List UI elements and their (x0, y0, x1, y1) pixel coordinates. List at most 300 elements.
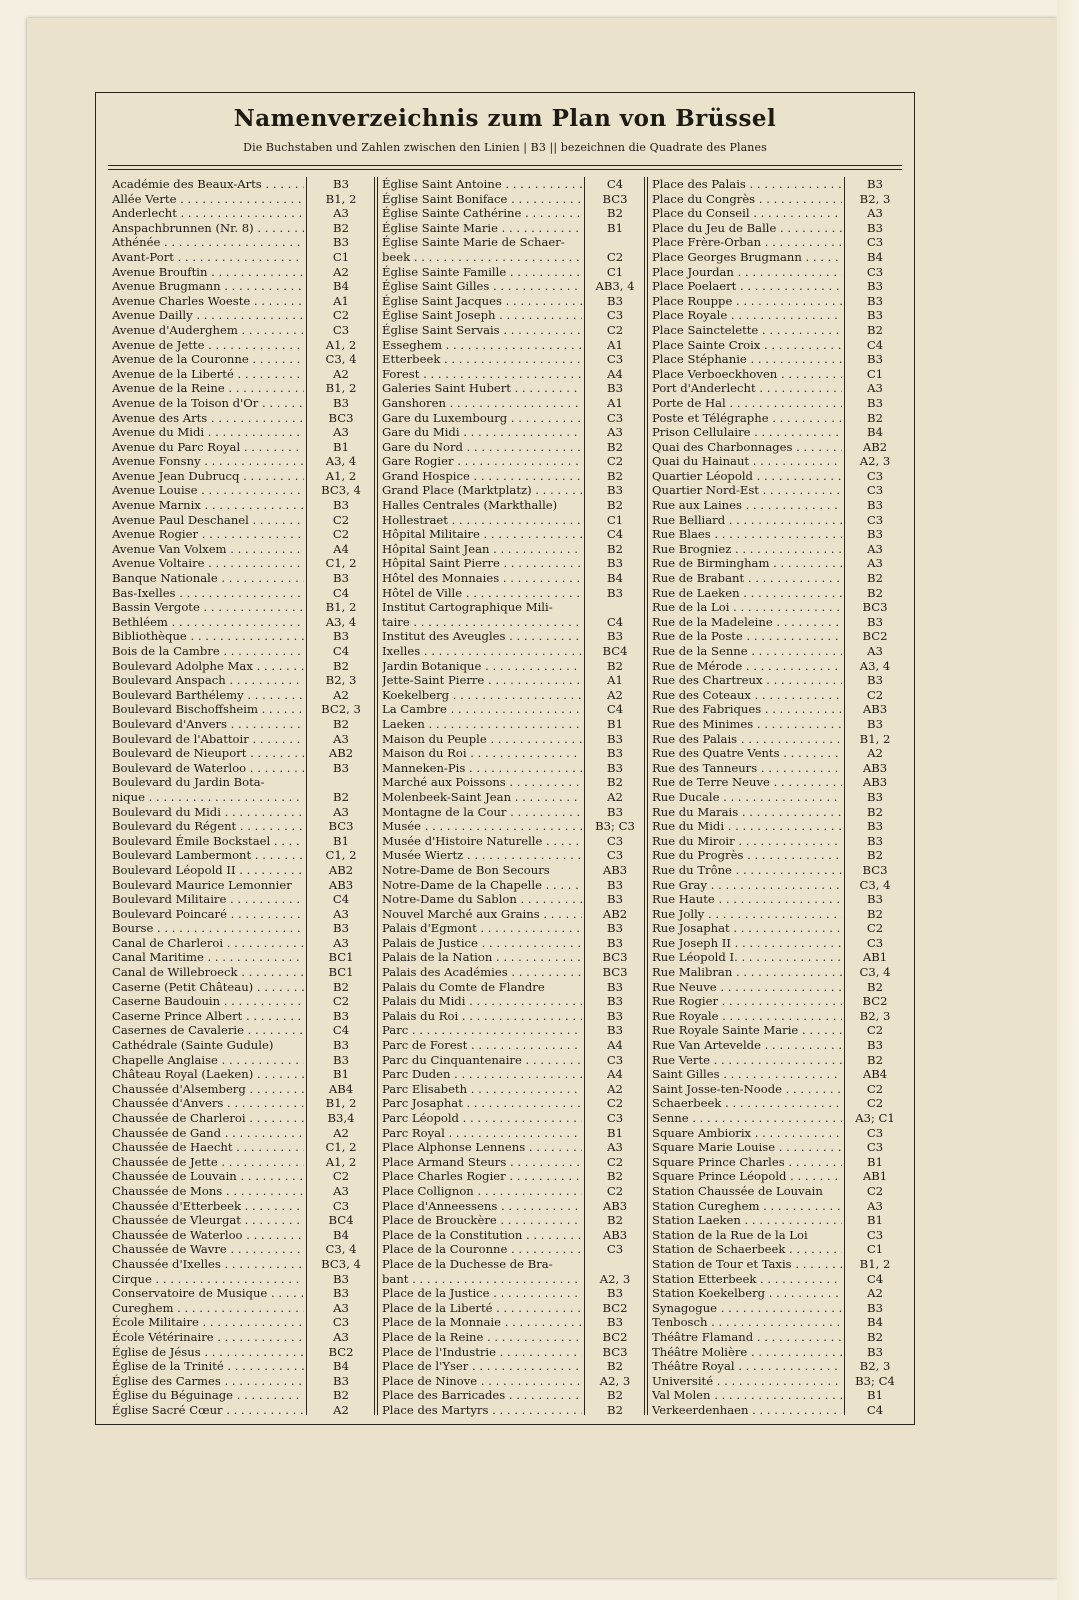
index-entry (378, 1155, 644, 1170)
index-entry (108, 469, 376, 484)
index-entry (648, 1359, 904, 1374)
grid-reference: A3 (333, 935, 349, 950)
grid-reference: AB3 (602, 1198, 628, 1213)
entry-name: Avenue de la Reine . . . (112, 381, 304, 396)
entry-name: Place de la Constitution . . . (382, 1228, 582, 1243)
index-entry (378, 1228, 644, 1243)
index-entry (108, 250, 376, 265)
grid-reference: A3 (867, 381, 883, 396)
entry-name: Hollestraet . . . (382, 513, 582, 528)
index-entry (108, 1242, 376, 1257)
index-entry (378, 586, 644, 601)
entry-name: Canal de Charleroi . . . (112, 936, 304, 951)
header-rule (108, 169, 902, 170)
index-entry (648, 659, 904, 674)
entry-name: Église Sacré Cœur . . . (112, 1403, 304, 1418)
index-entry (648, 1257, 904, 1272)
entry-name: Musée d'Histoire Naturelle . . . (382, 834, 582, 849)
grid-reference: B2 (867, 1329, 883, 1344)
index-entry (648, 1111, 904, 1126)
index-entry (648, 746, 904, 761)
index-entry (378, 994, 644, 1009)
entry-name: Station de Tour et Taxis . . . (652, 1257, 842, 1272)
entry-name: Chaussée de Jette . . . (112, 1155, 304, 1170)
grid-reference: C2 (332, 512, 350, 527)
entry-name: Porte de Hal . . . (652, 396, 842, 411)
grid-reference: BC3 (602, 191, 628, 206)
entry-name: Église Saint Antoine . . . (382, 177, 582, 192)
entry-name: Parc Léopold . . . (382, 1111, 582, 1126)
entry-name: Quartier Nord-Est . . . (652, 483, 842, 498)
index-entry (378, 352, 644, 367)
grid-reference: C3 (606, 1052, 624, 1067)
grid-reference: C3 (866, 235, 884, 250)
grid-reference: C4 (606, 614, 624, 629)
index-entry (648, 411, 904, 426)
index-entry (378, 1199, 644, 1214)
index-entry (108, 1111, 376, 1126)
entry-name: Parc Josaphat . . . (382, 1096, 582, 1111)
grid-reference: B3 (333, 395, 349, 410)
entry-name: Hôtel des Monnaies . . . (382, 571, 582, 586)
grid-reference: A1 (333, 293, 349, 308)
index-entry (378, 454, 644, 469)
grid-reference: B3 (333, 921, 349, 936)
entry-name: Etterbeek . . . (382, 352, 582, 367)
entry-name: Rue du Miroir . . . (652, 834, 842, 849)
entry-name: Place de Ninove . . . (382, 1374, 582, 1389)
grid-reference: A2 (333, 366, 349, 381)
index-entry (648, 688, 904, 703)
entry-name: Saint Gilles . . . (652, 1067, 842, 1082)
grid-reference: A2 (333, 1125, 349, 1140)
grid-reference: C2 (332, 994, 350, 1009)
index-entry (378, 425, 644, 440)
entry-name: Place de la Couronne . . . (382, 1242, 582, 1257)
grid-reference: C4 (332, 644, 350, 658)
entry-name: Rue du Progrès . . . (652, 848, 842, 863)
index-entry (108, 688, 376, 703)
index-entry (648, 1330, 904, 1345)
grid-reference: A2 (607, 789, 623, 804)
index-entry (378, 235, 644, 250)
index-entry (378, 483, 644, 498)
index-entry (648, 1140, 904, 1155)
index-entry (378, 629, 644, 644)
index-entry (378, 775, 644, 790)
entry-name: Boulevard Léopold II . . . (112, 863, 304, 878)
grid-reference: B3 (867, 498, 883, 513)
grid-reference: A4 (607, 1067, 623, 1082)
index-entry (108, 381, 376, 396)
index-entry (378, 965, 644, 980)
grid-reference: AB3 (862, 760, 888, 775)
grid-reference: B2 (867, 979, 883, 994)
grid-reference: C3, 4 (325, 352, 357, 367)
grid-reference: B3 (867, 833, 883, 848)
grid-reference: C2 (606, 1096, 624, 1111)
grid-reference: A2, 3 (599, 1271, 631, 1286)
index-entry (108, 834, 376, 849)
grid-reference: B3 (607, 731, 623, 746)
index-entry (648, 848, 904, 863)
grid-reference: C3 (606, 352, 624, 367)
index-entry (648, 250, 904, 265)
index-entry (378, 1009, 644, 1024)
grid-reference: C1 (606, 512, 624, 527)
index-entry (108, 1053, 376, 1068)
index-entry (648, 1053, 904, 1068)
grid-reference: B2 (607, 1213, 623, 1228)
entry-name: Rue des Palais . . . (652, 732, 842, 747)
grid-reference: BC3 (602, 965, 628, 980)
entry-name: Bibliothèque . . . (112, 629, 304, 644)
index-entry (108, 513, 376, 528)
index-entry (108, 863, 376, 878)
entry-name: Académie des Beaux-Arts . . . (112, 177, 304, 192)
entry-name: Place de l'Yser . . . (382, 1359, 582, 1374)
grid-reference: B1, 2 (325, 191, 357, 206)
index-entry (108, 527, 376, 542)
index-entry (648, 1272, 904, 1287)
grid-reference: B2 (607, 1388, 623, 1403)
grid-reference: C1, 2 (325, 556, 357, 571)
entry-name: Jardin Botanique . . . (382, 659, 582, 674)
grid-reference: B1, 2 (859, 731, 891, 746)
entry-name: Koekelberg . . . (382, 688, 582, 703)
grid-reference: C4 (606, 177, 624, 191)
index-column-2 (378, 177, 644, 1415)
grid-reference: A3 (333, 206, 349, 221)
index-entry (648, 352, 904, 367)
grid-reference: B2 (867, 1052, 883, 1067)
grid-reference: A3 (333, 731, 349, 746)
grid-reference: B3 (867, 352, 883, 367)
grid-reference: C1 (866, 1242, 884, 1257)
entry-name: Rue de Laeken . . . (652, 586, 842, 601)
index-entry (108, 1388, 376, 1403)
grid-reference: B3; C3 (595, 819, 635, 834)
grid-reference: C3 (866, 468, 884, 483)
index-entry (108, 1096, 376, 1111)
entry-name: Église Saint Servais . . . (382, 323, 582, 338)
entry-name: Bas-Ixelles . . . (112, 586, 304, 601)
entry-name: Cureghem . . . (112, 1301, 304, 1316)
grid-reference: B3 (607, 994, 623, 1009)
grid-reference: B3 (607, 556, 623, 571)
entry-name: Palais du Roi . . . (382, 1009, 582, 1024)
entry-name: Caserne Prince Albert . . . (112, 1009, 304, 1024)
index-column-3 (648, 177, 904, 1415)
index-entry (378, 878, 644, 893)
entry-name: Rue du Midi . . . (652, 819, 842, 834)
grid-reference: B2 (607, 439, 623, 454)
index-entry (378, 338, 644, 353)
index-entry (378, 761, 644, 776)
grid-reference: C1, 2 (325, 848, 357, 863)
entry-name: Avenue Marnix . . . (112, 498, 304, 513)
grid-reference: C1, 2 (325, 1140, 357, 1155)
entry-name: Boulevard Adolphe Max . . . (112, 659, 304, 674)
entry-name: Église Sainte Marie de Schaer- (382, 235, 565, 250)
index-entry (108, 761, 376, 776)
entry-name: Maison du Roi . . . (382, 746, 582, 761)
grid-reference: B3 (867, 819, 883, 834)
grid-reference: AB3 (862, 702, 888, 717)
grid-reference: B1, 2 (325, 1096, 357, 1111)
grid-reference: B2 (607, 541, 623, 556)
grid-reference: BC2 (328, 1344, 354, 1359)
grid-reference: B3 (867, 177, 883, 191)
index-entry (378, 863, 644, 878)
index-entry (378, 1403, 644, 1418)
entry-name: Place Royale . . . (652, 308, 842, 323)
index-entry (378, 513, 644, 528)
index-entry (378, 892, 644, 907)
index-entry (648, 1169, 904, 1184)
index-entry (648, 1009, 904, 1024)
grid-reference: C3, 4 (325, 1242, 357, 1257)
index-entry (378, 659, 644, 674)
index-entry (108, 1228, 376, 1243)
grid-reference: B3 (333, 629, 349, 644)
index-entry (648, 1038, 904, 1053)
grid-reference: AB2 (328, 746, 354, 761)
entry-name: Boulevard d'Anvers . . . (112, 717, 304, 732)
index-entry (378, 1038, 644, 1053)
grid-reference: B4 (867, 1315, 883, 1330)
index-entry (648, 527, 904, 542)
entry-name: Palais du Midi . . . (382, 994, 582, 1009)
grid-reference: C3 (606, 1242, 624, 1257)
entry-name: Église Sainte Marie . . . (382, 221, 582, 236)
index-entry (648, 863, 904, 878)
entry-name: Rue des Quatre Vents . . . (652, 746, 842, 761)
grid-reference: B4 (333, 1227, 349, 1242)
entry-name: Halles Centrales (Markthalle) (382, 498, 558, 513)
entry-name: Chaussée de Gand . . . (112, 1126, 304, 1141)
index-entry (378, 440, 644, 455)
entry-name: Institut des Aveugles . . . (382, 629, 582, 644)
grid-reference: B4 (607, 571, 623, 586)
entry-name: Station Koekelberg . . . (652, 1286, 842, 1301)
grid-reference: A3 (333, 906, 349, 921)
grid-reference: B2 (333, 658, 349, 673)
entry-name: Boulevard Anspach . . . (112, 673, 304, 688)
grid-reference: B2 (867, 906, 883, 921)
entry-name: Manneken-Pis . . . (382, 761, 582, 776)
grid-reference: B2 (333, 789, 349, 804)
entry-name: Rue Verte . . . (652, 1053, 842, 1068)
index-entry (108, 1286, 376, 1301)
index-entry (378, 936, 644, 951)
grid-reference: BC1 (328, 965, 354, 980)
entry-name: Église de Jésus . . . (112, 1345, 304, 1360)
grid-reference: B3 (607, 1008, 623, 1023)
index-entry (648, 279, 904, 294)
index-entry (648, 542, 904, 557)
index-entry (108, 848, 376, 863)
entry-name: Rue Josaphat . . . (652, 921, 842, 936)
index-entry (378, 1301, 644, 1316)
index-entry (378, 1388, 644, 1403)
index-entry (108, 1301, 376, 1316)
grid-reference: BC3, 4 (321, 483, 361, 498)
entry-name: Place des Martyrs . . . (382, 1403, 582, 1418)
entry-name: Station Laeken . . . (652, 1213, 842, 1228)
grid-reference: C3 (606, 833, 624, 848)
grid-reference: A2 (867, 746, 883, 761)
entry-name: Boulevard Barthélemy . . . (112, 688, 304, 703)
grid-reference: C2 (606, 1154, 624, 1169)
grid-reference: C4 (332, 1023, 350, 1038)
grid-reference: B3 (607, 381, 623, 396)
grid-reference: AB2 (862, 439, 888, 454)
index-entry (108, 1038, 376, 1053)
entry-name: La Cambre . . . (382, 702, 582, 717)
index-entry (378, 411, 644, 426)
grid-reference: AB3 (862, 775, 888, 790)
grid-reference: B1, 2 (325, 600, 357, 615)
entry-name: beek . . . (382, 250, 582, 265)
index-entry (108, 352, 376, 367)
entry-name: Square Marie Louise . . . (652, 1140, 842, 1155)
entry-name: École Vétérinaire . . . (112, 1330, 304, 1345)
grid-reference: A2, 3 (859, 454, 891, 469)
entry-name: Station Cureghem . . . (652, 1199, 842, 1214)
index-entry (648, 425, 904, 440)
index-entry (378, 294, 644, 309)
grid-reference: BC2 (602, 1329, 628, 1344)
page-edge (1057, 0, 1079, 1600)
index-entry (108, 1257, 376, 1272)
entry-name: Val Molen . . . (652, 1388, 842, 1403)
grid-reference: A2 (333, 1402, 349, 1417)
entry-name: Place de la Monnaie . . . (382, 1315, 582, 1330)
grid-reference: B2 (333, 716, 349, 731)
entry-name: Hôpital Militaire . . . (382, 527, 582, 542)
entry-name: Place de la Justice . . . (382, 1286, 582, 1301)
index-entry (648, 221, 904, 236)
entry-name: Quartier Léopold . . . (652, 469, 842, 484)
grid-reference: C2 (606, 249, 624, 264)
index-entry (648, 1315, 904, 1330)
entry-name: Boulevard de Waterloo . . . (112, 761, 304, 776)
grid-reference: C2 (866, 1183, 884, 1198)
entry-name: Parc Duden . . . (382, 1067, 582, 1082)
entry-name: Grand Hospice . . . (382, 469, 582, 484)
grid-reference: B3 (867, 789, 883, 804)
entry-name: Rue des Fabriques . . . (652, 702, 842, 717)
entry-name: Chaussée de Louvain . . . (112, 1169, 304, 1184)
entry-name: Place Alphonse Lennens . . . (382, 1140, 582, 1155)
index-entry (648, 454, 904, 469)
grid-reference: A4 (607, 1038, 623, 1053)
grid-reference: A1, 2 (325, 337, 357, 352)
grid-reference: B3 (867, 308, 883, 323)
grid-reference: B1, 2 (859, 1256, 891, 1271)
entry-name: Rue Royale Sainte Marie . . . (652, 1023, 842, 1038)
entry-name: Allée Verte . . . (112, 192, 304, 207)
index-entry (648, 775, 904, 790)
entry-name: Rue Malibran . . . (652, 965, 842, 980)
grid-reference: C4 (606, 527, 624, 542)
entry-name: Parc de Forest . . . (382, 1038, 582, 1053)
grid-reference: A4 (333, 541, 349, 556)
entry-name: Chaussée d'Anvers . . . (112, 1096, 304, 1111)
entry-name: Chapelle Anglaise . . . (112, 1053, 304, 1068)
grid-reference: B1 (333, 1067, 349, 1082)
index-entry (648, 1082, 904, 1097)
entry-name: Rue Jolly . . . (652, 907, 842, 922)
entry-name: Banque Nationale . . . (112, 571, 304, 586)
entry-name: Avenue Fonsny . . . (112, 454, 304, 469)
index-entry (378, 805, 644, 820)
entry-name: Université . . . (652, 1374, 842, 1389)
index-entry (648, 980, 904, 995)
grid-reference: C2 (866, 1096, 884, 1111)
index-entry (378, 702, 644, 717)
entry-name: Rue Haute . . . (652, 892, 842, 907)
index-entry (108, 586, 376, 601)
grid-reference: B2 (867, 804, 883, 819)
index-entry (648, 907, 904, 922)
entry-name: Square Prince Charles . . . (652, 1155, 842, 1170)
entry-name: Place Charles Rogier . . . (382, 1169, 582, 1184)
entry-name: Rue Van Artevelde . . . (652, 1038, 842, 1053)
entry-name: Quai des Charbonnages . . . (652, 440, 842, 455)
entry-name: Grand Place (Marktplatz) . . . (382, 483, 582, 498)
grid-reference: B3 (867, 293, 883, 308)
index-entry (378, 571, 644, 586)
index-entry (108, 1140, 376, 1155)
entry-name: Avenue Louise . . . (112, 483, 304, 498)
entry-name: Boulevard Émile Bockstael . . . (112, 834, 304, 849)
grid-reference: A4 (607, 366, 623, 381)
index-entry (648, 323, 904, 338)
entry-name: Hôtel de Ville . . . (382, 586, 582, 601)
index-entry (108, 411, 376, 426)
entry-name: Quai du Hainaut . . . (652, 454, 842, 469)
index-entry (378, 527, 644, 542)
grid-reference: B4 (333, 1359, 349, 1374)
entry-name: Boulevard Militaire . . . (112, 892, 304, 907)
grid-reference: B2 (607, 206, 623, 221)
grid-reference: B2 (333, 220, 349, 235)
index-entry (648, 192, 904, 207)
entry-name: Casernes de Cavalerie . . . (112, 1023, 304, 1038)
entry-name: Château Royal (Laeken) . . . (112, 1067, 304, 1082)
index-entry (108, 892, 376, 907)
index-entry (108, 805, 376, 820)
entry-name: Chaussée de Waterloo . . . (112, 1228, 304, 1243)
page-subtitle: Die Buchstaben und Zahlen zwischen den Linien | B3 || bezeichnen die Quadrate des Planes (243, 141, 767, 154)
header-rule (108, 165, 902, 166)
index-entry (648, 308, 904, 323)
grid-reference: B3 (607, 1315, 623, 1330)
index-entry (108, 1009, 376, 1024)
entry-name: Boulevard Lambermont . . . (112, 848, 304, 863)
grid-reference: C2 (866, 1081, 884, 1096)
index-entry (378, 717, 644, 732)
grid-reference: A3 (867, 206, 883, 221)
entry-name: bant . . . (382, 1272, 582, 1287)
index-entry (378, 615, 644, 630)
grid-reference: B3 (607, 1023, 623, 1038)
index-entry (648, 1213, 904, 1228)
grid-reference: C3 (866, 512, 884, 527)
index-entry (108, 1199, 376, 1214)
